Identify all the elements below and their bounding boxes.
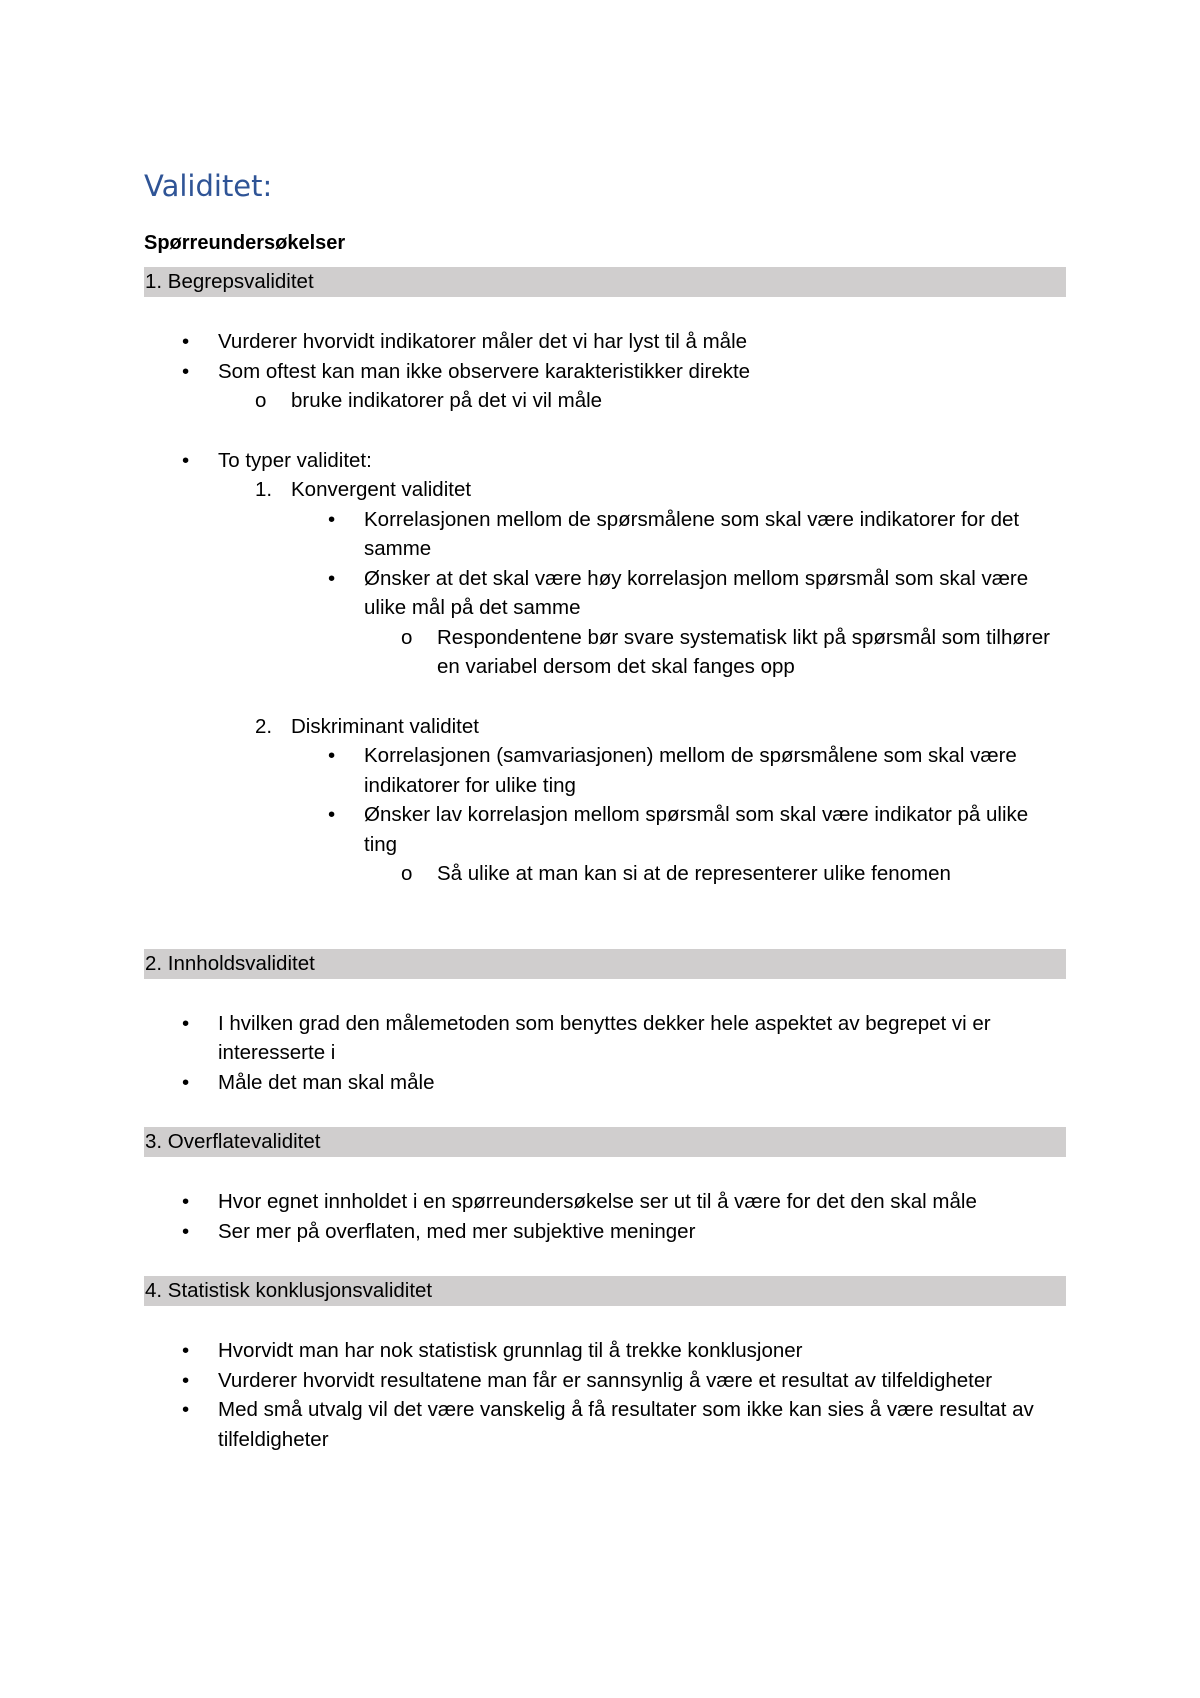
number-marker: 2. xyxy=(255,714,273,738)
list-begrepsvaliditet xyxy=(144,327,1066,889)
list-item: • Korrelasjonen (samvariasjonen) mellom de spørsmålene som skal være indikatorer for ulike ting xyxy=(144,741,1066,800)
bullet-marker: • xyxy=(182,330,190,353)
list-innholdsvaliditet xyxy=(144,1009,1066,1098)
section-header-innholdsvaliditet: 2. Innholdsvaliditet xyxy=(144,949,1066,979)
list-item: • I hvilken grad den målemetoden som benyttes dekker hele aspektet av begrepet vi er interesserte i xyxy=(144,1009,1066,1068)
bullet-marker: • xyxy=(328,507,336,531)
list-item: 2. Diskriminant validitet xyxy=(144,712,1066,742)
section-header-statistisk-konklusjonsvaliditet: 4. Statistisk konklusjonsvaliditet xyxy=(144,1276,1066,1306)
list-overflatevaliditet xyxy=(144,1187,1066,1246)
list-item: 1. Konvergent validitet xyxy=(144,475,1066,505)
bullet-marker: • xyxy=(182,1368,190,1392)
bullet-marker: • xyxy=(182,1398,190,1421)
section-header-overflatevaliditet: 3. Overflatevaliditet xyxy=(144,1127,1066,1157)
document-body xyxy=(144,166,1066,1454)
list-item: • Hvor egnet innholdet i en spørreundersøkelse ser ut til å være for det den skal måle xyxy=(144,1187,1066,1217)
list-item: • Ønsker lav korrelasjon mellom spørsmål som skal være indikator på ulike ting xyxy=(144,800,1066,859)
list-item: • Ser mer på overflaten, med mer subjektive meninger xyxy=(144,1217,1066,1247)
circle-marker: o xyxy=(255,389,267,412)
circle-marker: o xyxy=(401,625,413,649)
list-item: • Vurderer hvorvidt indikatorer måler det vi har lyst til å måle xyxy=(144,327,1066,357)
list-item: • Som oftest kan man ikke observere karakteristikker direkte xyxy=(144,357,1066,387)
bullet-marker: • xyxy=(182,448,190,472)
list-item: • Vurderer hvorvidt resultatene man får er sannsynlig å være et resultat av tilfeldigheter xyxy=(144,1366,1066,1396)
list-item: • Ønsker at det skal være høy korrelasjon mellom spørsmål som skal være ulike mål på det samme xyxy=(144,564,1066,623)
bullet-marker: • xyxy=(182,1070,190,1094)
list-item: • Korrelasjonen mellom de spørsmålene som skal være indikatorer for det samme xyxy=(144,505,1066,564)
subtitle: Spørreundersøkelser xyxy=(144,232,346,254)
list-item: • Hvorvidt man har nok statistisk grunnlag til å trekke konklusjoner xyxy=(144,1336,1066,1366)
list-statistisk-konklusjonsvaliditet xyxy=(144,1336,1066,1454)
list-item: • To typer validitet: xyxy=(144,446,1066,476)
list-item: o Så ulike at man kan si at de representerer ulike fenomen xyxy=(144,859,1066,889)
list-item: o bruke indikatorer på det vi vil måle xyxy=(144,386,1066,416)
bullet-marker: • xyxy=(182,1190,190,1213)
bullet-marker: • xyxy=(328,803,336,826)
bullet-marker: • xyxy=(328,566,336,590)
bullet-marker: • xyxy=(182,1219,190,1243)
page-title: Validitet: xyxy=(144,169,273,203)
circle-marker: o xyxy=(401,862,413,885)
number-marker: 1. xyxy=(255,478,273,501)
list-item: • Måle det man skal måle xyxy=(144,1068,1066,1098)
bullet-marker: • xyxy=(182,1339,190,1362)
bullet-marker: • xyxy=(182,1011,190,1035)
bullet-marker: • xyxy=(328,744,336,767)
list-item: • Med små utvalg vil det være vanskelig å få resultater som ikke kan sies å være resultat av tilfeldigheter xyxy=(144,1395,1066,1454)
bullet-marker: • xyxy=(182,359,190,383)
section-header-begrepsvaliditet: 1. Begrepsvaliditet xyxy=(144,267,1066,297)
list-item: o Respondentene bør svare systematisk likt på spørsmål som tilhører en variabel dersom det skal fanges opp xyxy=(144,623,1066,682)
